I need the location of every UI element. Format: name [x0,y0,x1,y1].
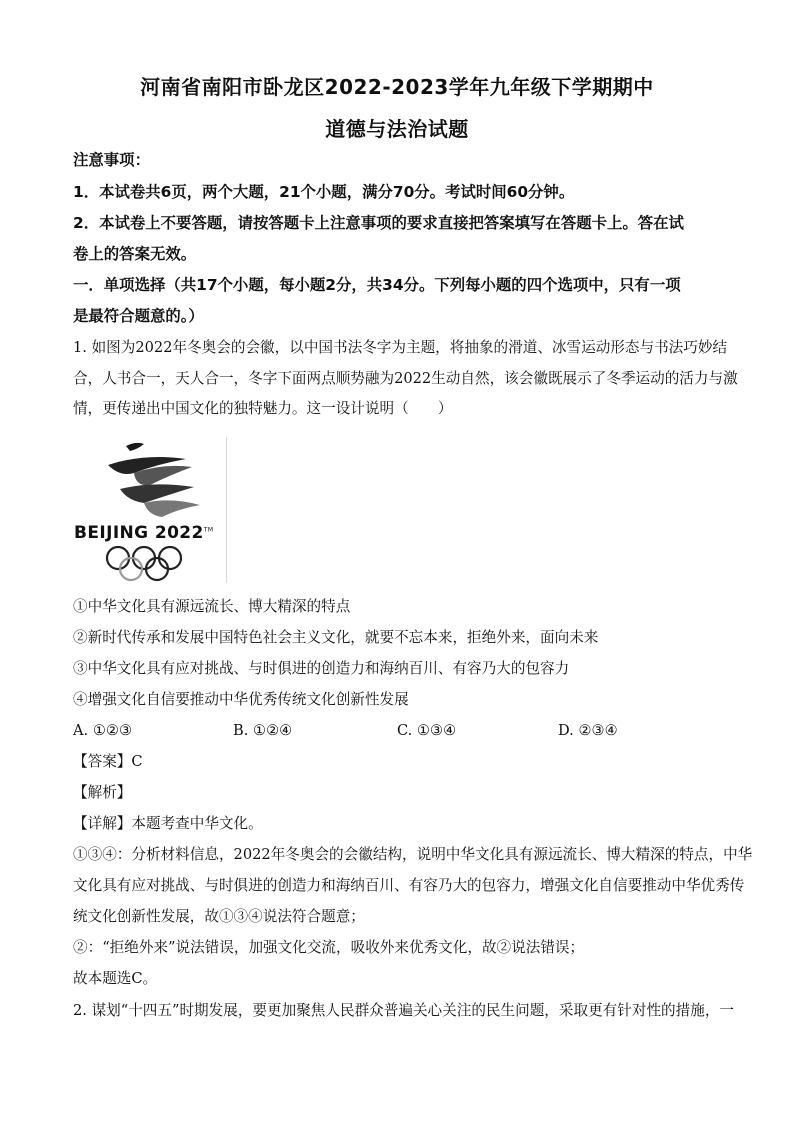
q1-analysis-label: 【解析】 [73,784,132,801]
q1-stem-b: 合，人书合一，天人合一，冬字下面两点顺势融为2022生动自然，该会徽既展示了冬季运动的活力与激 [73,370,738,387]
q1-answer: 【答案】C [73,753,143,770]
q1-explain-c: 统文化创新性发展，故①③④说法符合题意； [73,908,365,925]
q1-explain-a: ①③④：分析材料信息，2022年冬奥会的会徽结构，说明中华文化具有源远流长、博大精深的特点，中华 [73,846,753,863]
logo-wordmark: BEIJING 2022™ [74,523,214,543]
q1-stem-a: 1. 如图为2022年冬奥会的会徽，以中国书法冬字为主题，将抽象的滑道、冰雪运动形态与书法巧妙结 [73,339,728,356]
notice-item-2a: 2．本试卷上不要答题，请按答题卡上注意事项的要求直接把答案填写在答题卡上。答在试 [73,214,684,232]
olympic-emblem-image [74,437,227,583]
q1-statement-2: ②新时代传承和发展中国特色社会主义文化，就要不忘本来，拒绝外来，面向未来 [73,629,599,646]
section1-heading-a: 一．单项选择（共17个小题，每小题2分，共34分。下列每小题的四个选项中，只有一项 [73,276,681,294]
q1-explain-b: 文化具有应对挑战、与时俱进的创造力和海纳百川、有容乃大的包容力，增强文化自信要推动中华优秀传 [73,877,745,894]
q1-statement-1: ①中华文化具有源远流长、博大精深的特点 [73,598,351,615]
q1-option-b: B. ①②④ [233,722,293,739]
section1-heading-b: 是最符合题意的。） [73,307,204,325]
q2-stem-a: 2. 谋划“十四五”时期发展，要更加聚焦人民群众普遍关心关注的民生问题，采取更有针对性的措施，一 [73,1002,735,1019]
q1-option-a: A. ①②③ [73,722,133,739]
q1-explain-d: ②：“拒绝外来”说法错误，加强文化交流，吸收外来优秀文化，故②说法错误； [73,939,585,956]
winter-calligraphy-emblem-icon [74,437,226,523]
q1-option-c: C. ①③④ [397,722,457,739]
exam-title-line1: 河南省南阳市卧龙区2022-2023学年九年级下学期期中 [140,75,654,99]
q1-stem-c: 情，更传递出中国文化的独特魅力。这一设计说明（ ） [73,400,453,417]
notice-item-1: 1．本试卷共6页，两个大题，21个小题，满分70分。考试时间60分钟。 [73,183,575,201]
notice-item-2b: 卷上的答案无效。 [73,245,197,263]
q1-option-d: D. ②③④ [558,722,618,739]
q1-statement-3: ③中华文化具有应对挑战、与时俱进的创造力和海纳百川、有容乃大的包容力 [73,660,570,677]
q1-detail: 【详解】本题考查中华文化。 [73,815,263,832]
notice-heading: 注意事项： [73,151,150,169]
exam-title-line2: 道德与法治试题 [325,117,469,141]
olympic-rings-icon [74,543,226,583]
q1-conclusion: 故本题选C。 [73,970,158,987]
q1-statement-4: ④增强文化自信要推动中华优秀传统文化创新性发展 [73,691,409,708]
